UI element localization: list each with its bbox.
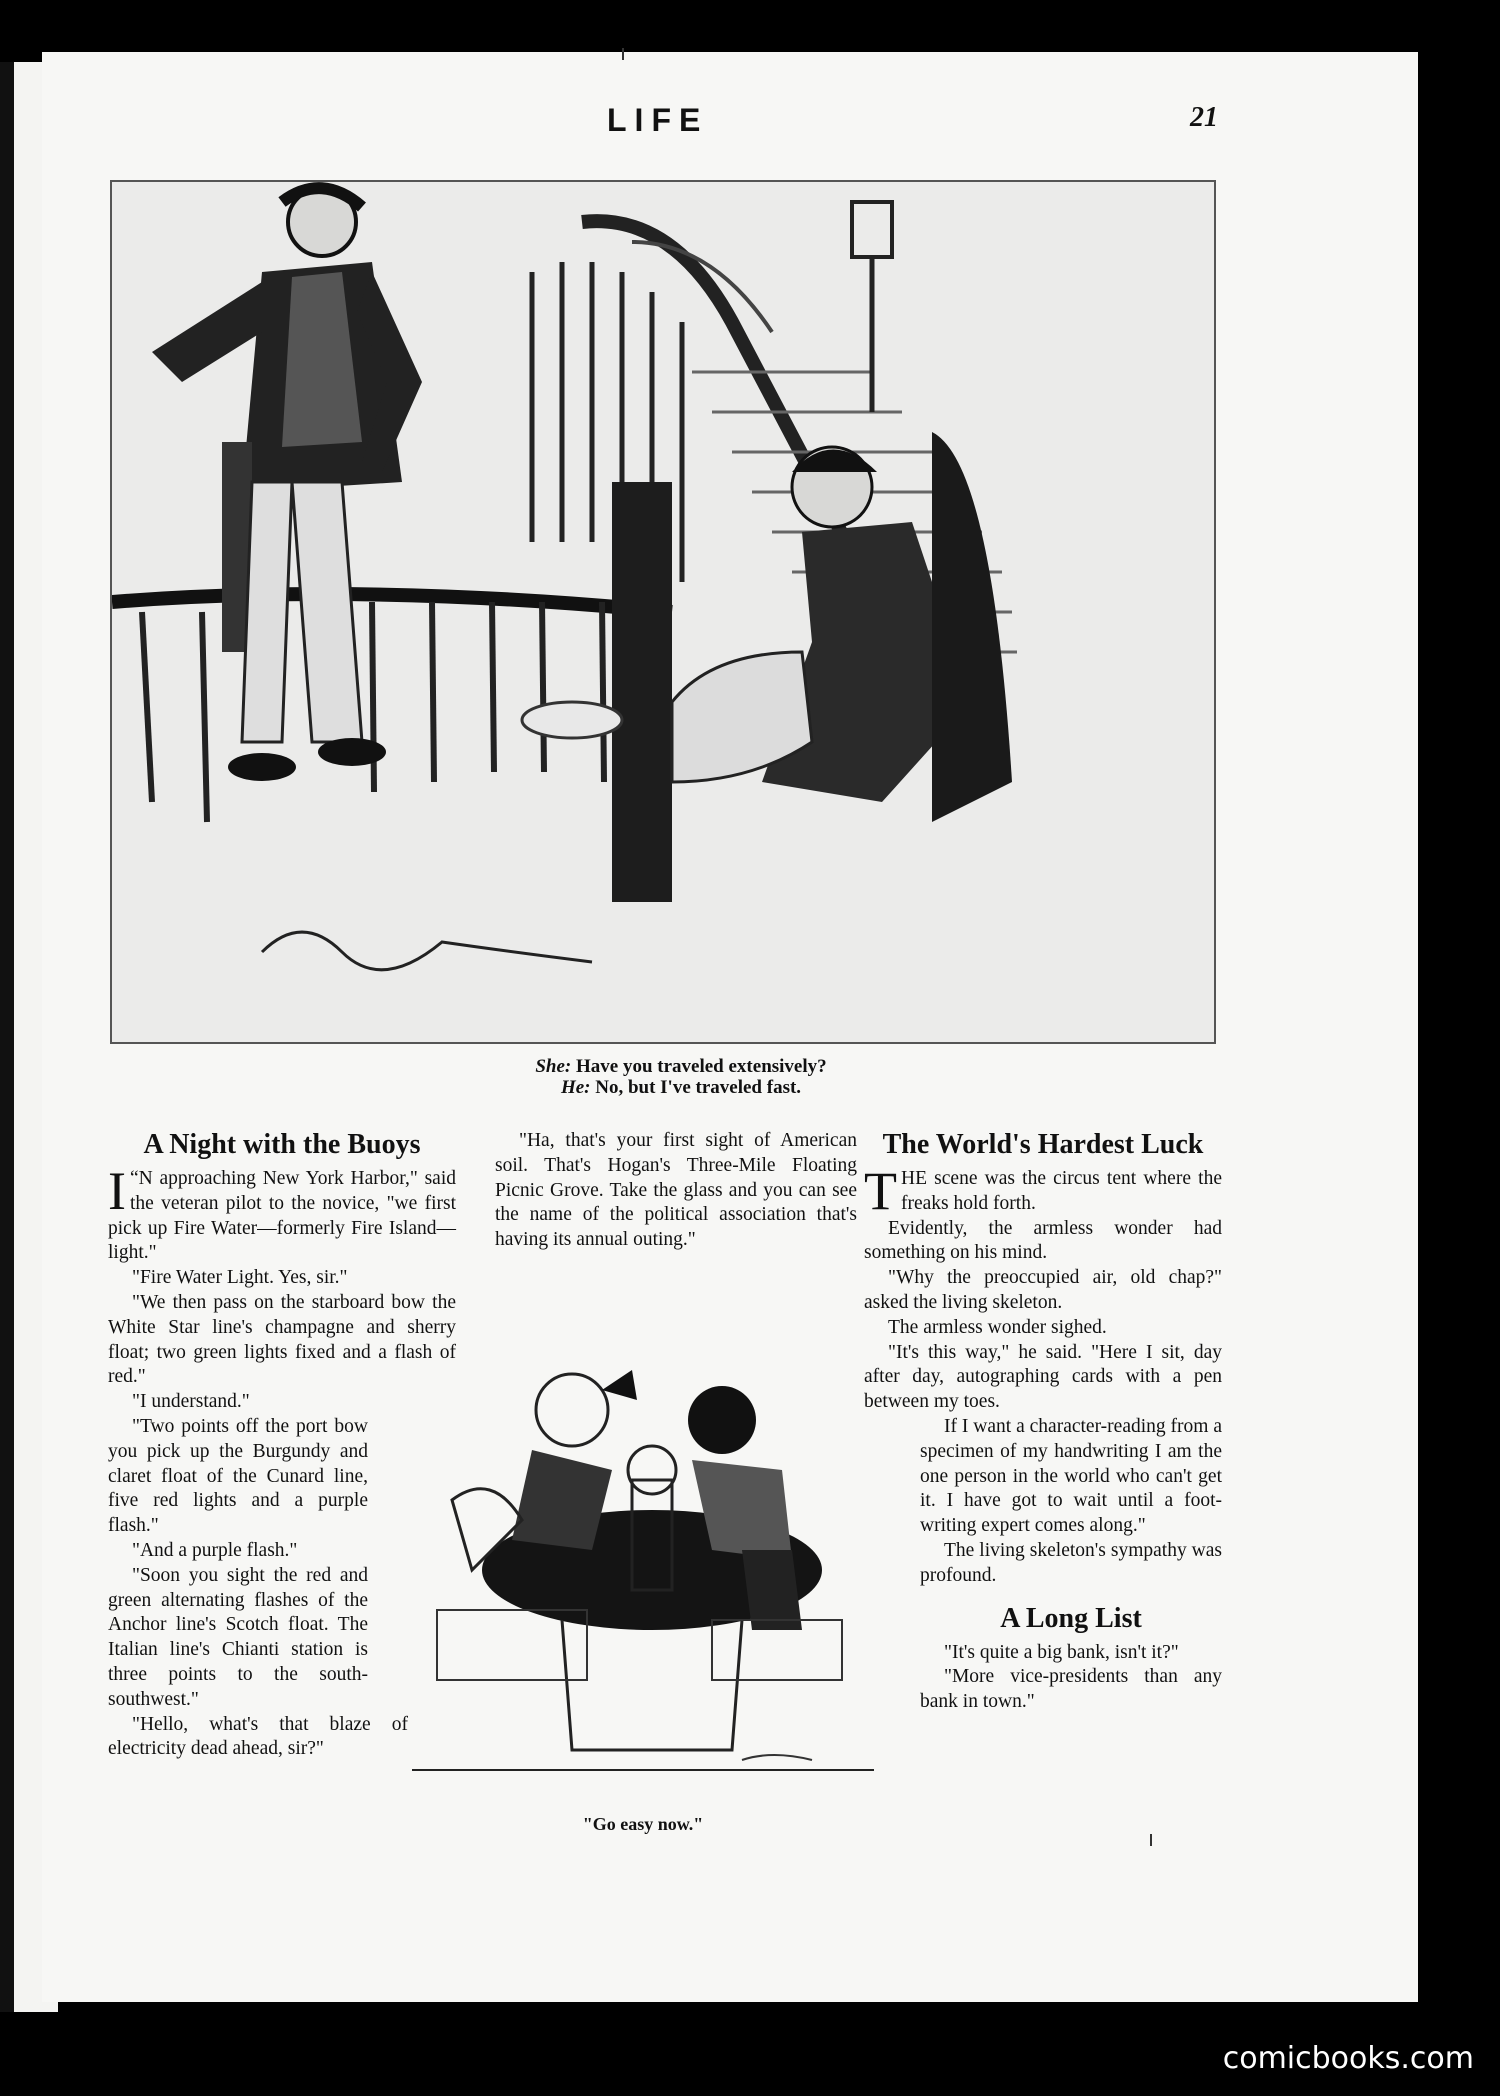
caption-he-label: He:: [560, 1077, 591, 1098]
children-cartoon: [412, 1370, 874, 1804]
paragraph: The armless wonder sighed.: [888, 1316, 1107, 1338]
indented-block: [920, 1415, 1222, 1715]
dropcap: I: [108, 1161, 126, 1221]
running-head: LIFE: [607, 102, 709, 138]
paragraph: "More vice-presidents than any bank in town.": [920, 1666, 1222, 1713]
paragraph: "I understand.": [132, 1391, 250, 1413]
paragraph: Evidently, the armless wonder had something on his mind.: [864, 1217, 1222, 1264]
caption-he-text: No, but I've traveled fast.: [595, 1077, 802, 1098]
column-continuation: [495, 1129, 857, 1253]
page-number: 21: [1190, 102, 1218, 133]
paragraph: "We then pass on the starboard bow the White Star line's champagne and sherry float; two green lights fixed and a flash of red.": [108, 1291, 456, 1388]
magazine-page: [42, 52, 1418, 2002]
paragraph: "Ha, that's your first sight of American soil. That's Hogan's Three-Mile Floating Picnic Grove. Take the glass and you can see the name of the political association that's having its annual outing.": [495, 1130, 857, 1251]
column-luck: [864, 1129, 1222, 1715]
page-header: [42, 102, 1418, 142]
page-mark: [1150, 1834, 1152, 1846]
paragraph: THE scene was the circus tent where the freaks hold forth.: [864, 1161, 1222, 1221]
caption-he-line: [42, 1077, 1320, 1098]
children-drawing: [412, 1370, 874, 1804]
paragraph: "Hello, what's that blaze of electricity dead ahead, sir?": [108, 1713, 408, 1760]
caption-she-line: [42, 1056, 1320, 1077]
paragraph: If I want a character-reading from a specimen of my handwriting I am the one person in the world who can't get it. I have got to wait until a foot-writing expert comes along.": [920, 1415, 1222, 1537]
dropcap: T: [864, 1161, 897, 1221]
column-buoys: [108, 1129, 456, 1762]
binding-shadow: [0, 62, 14, 2012]
paragraph: “ I N approaching New York Harbor," said the veteran pilot to the novice, "we first pick up Fire Water—formerly Fire Island—light.": [108, 1161, 456, 1264]
page-mark: [622, 48, 624, 60]
watermark: comicbooks.com: [1222, 2041, 1474, 2076]
paragraph: "Two points off the port bow you pick up the Burgundy and claret float of the Cunard line, five red lights and a purple flash.": [108, 1415, 368, 1537]
small-cartoon-caption: "Go easy now.": [582, 1814, 704, 1834]
caption-she-text: Have you traveled extensively?: [576, 1056, 827, 1077]
staircase-drawing: [112, 182, 1214, 1042]
article-title-list: A Long List: [1000, 1602, 1142, 1634]
paragraph: "Soon you sight the red and green alternating flashes of the Anchor line's Scotch float. The Italian line's Chianti station is three points to the south-southwest.": [108, 1564, 368, 1710]
paragraph: "It's this way," he said. "Here I sit, day after day, autographing cards with a pen between my toes.: [864, 1341, 1222, 1413]
paragraph: "Why the preoccupied air, old chap?" asked the living skeleton.: [864, 1267, 1222, 1313]
paragraph: "It's quite a big bank, isn't it?": [944, 1641, 1179, 1663]
caption-she-label: She:: [535, 1056, 572, 1077]
article-title-luck: The World's Hardest Luck: [882, 1129, 1204, 1160]
staircase-cartoon: [110, 180, 1216, 1044]
paragraph: "Fire Water Light. Yes, sir.": [132, 1267, 348, 1289]
paragraph: "And a purple flash.": [132, 1539, 298, 1561]
paragraph: The living skeleton's sympathy was profound.: [920, 1539, 1222, 1586]
article-title-buoys: A Night with the Buoys: [143, 1129, 421, 1160]
main-cartoon-caption: [42, 1056, 1320, 1098]
